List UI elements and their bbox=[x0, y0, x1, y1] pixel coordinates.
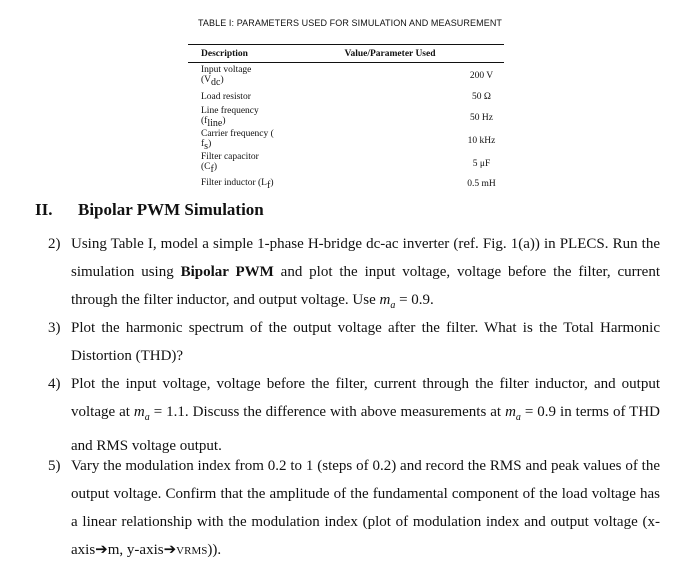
question-3 bbox=[48, 314, 660, 370]
question-number: 3) bbox=[48, 320, 61, 336]
question-4 bbox=[48, 370, 660, 460]
question-text: Plot the harmonic spectrum of the output voltage after the filter. What is the Total Harmonic Distortion (THD)? bbox=[71, 320, 660, 364]
right-arrow-icon: ➔ bbox=[163, 542, 177, 558]
param-description: Load resistor bbox=[201, 92, 251, 103]
header-description: Description bbox=[188, 45, 276, 63]
param-value: 5 μF bbox=[472, 158, 491, 169]
table-row bbox=[188, 152, 504, 175]
table-caption: TABLE I: PARAMETERS USED FOR SIMULATION AND MEASUREMENT bbox=[197, 18, 503, 28]
param-description: Input voltage $(V_{dc})$ bbox=[201, 65, 252, 88]
param-description: Carrier frequency ( $f_s$) bbox=[201, 129, 274, 153]
question-5 bbox=[48, 452, 660, 565]
question-text: Using Table I, model a simple 1-phase H-bridge dc-ac inverter (ref. Fig. 1(a)) in PLECS. Run the simulation using Bipolar PWM and plot the input voltage, voltage before the filter, current through the filter inductor, and output voltage. Use $m_a = 0.9$. bbox=[71, 236, 661, 311]
table-row bbox=[188, 63, 504, 88]
param-value: 50 Hz bbox=[470, 112, 493, 123]
table-row bbox=[188, 175, 504, 193]
question-number: 4) bbox=[48, 376, 61, 392]
question-number: 2) bbox=[48, 236, 61, 252]
parameters-table bbox=[188, 44, 504, 193]
param-value: 10 kHz bbox=[467, 135, 496, 146]
param-value: 50 Ω bbox=[472, 92, 491, 103]
param-value: 0.5 mH bbox=[467, 179, 496, 190]
table-row bbox=[188, 88, 504, 106]
table-header-row bbox=[188, 45, 504, 63]
question-2 bbox=[48, 230, 660, 320]
question-text: Vary the modulation index from 0.2 to 1 (steps of 0.2) and record the RMS and peak values of the output voltage. Confirm that the amplitude of the fundamental component of the load voltage has a linear relationship with the modulation index (plot of modulation index and output voltage (x-axis➔m, y-axis➔VRMS)). bbox=[71, 458, 660, 558]
header-value: Value/Parameter Used bbox=[276, 45, 504, 63]
param-value: 200 V bbox=[469, 71, 494, 82]
param-description: Filter inductor $(L_f)$ bbox=[201, 177, 274, 191]
section-title: Bipolar PWM Simulation bbox=[78, 200, 264, 219]
param-description: Filter capacitor $(C_f)$ bbox=[201, 152, 259, 175]
param-description: Line frequency $(f_{line})$ bbox=[201, 106, 259, 130]
table-row bbox=[188, 106, 504, 129]
section-heading bbox=[35, 200, 264, 220]
question-text: Plot the input voltage, voltage before the filter, current through the filter inductor, and output voltage at $m_a = 1.1$. Discuss the difference with above measurements at $m_a = 0.9$ in terms of THD and RMS voltage output. bbox=[71, 376, 660, 454]
right-arrow-icon: ➔ bbox=[95, 542, 108, 558]
section-number: II. bbox=[35, 200, 53, 219]
question-number: 5) bbox=[48, 458, 61, 474]
table-row bbox=[188, 129, 504, 152]
